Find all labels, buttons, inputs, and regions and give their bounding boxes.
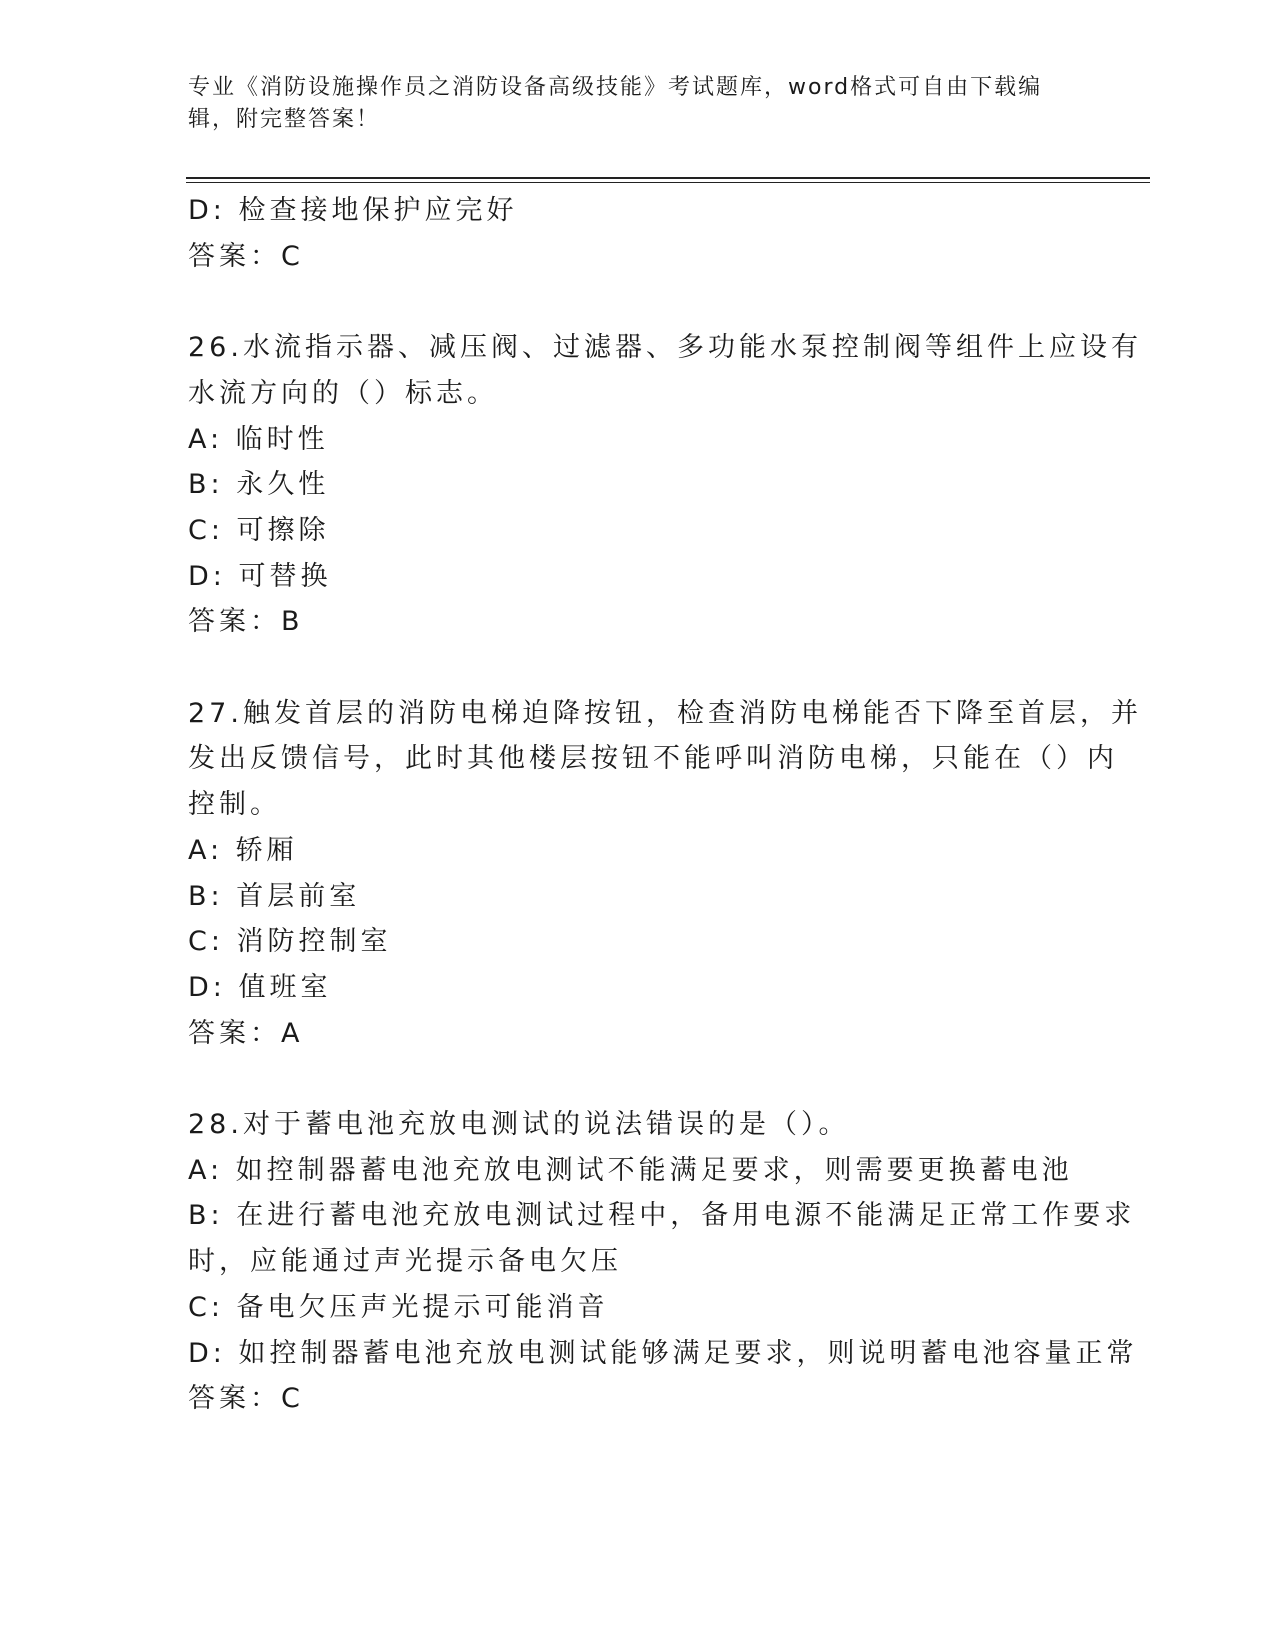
option-a: A: 如控制器蓄电池充放电测试不能满足要求，则需要更换蓄电池 bbox=[188, 1154, 1073, 1186]
option-b: B: 首层前室 bbox=[188, 880, 361, 912]
option-b: B: 在进行蓄电池充放电测试过程中，备用电源不能满足正常工作要求 bbox=[188, 1200, 1136, 1232]
document-header bbox=[188, 72, 1068, 136]
header-line-1: 专业《消防设施操作员之消防设备高级技能》考试题库，word格式可自由下载编 bbox=[188, 75, 1043, 100]
option-c: C: 备电欠压声光提示可能消音 bbox=[188, 1291, 609, 1323]
question-stem-line: 27.触发首层的消防电梯迫降按钮，检查消防电梯能否下降至首层，并 bbox=[188, 697, 1142, 729]
question-content bbox=[188, 188, 1142, 1422]
answer: 答案：B bbox=[188, 606, 304, 638]
spacer bbox=[188, 279, 1088, 325]
question-26 bbox=[188, 325, 1142, 645]
header-divider-thick bbox=[186, 177, 1150, 179]
option-a: A: 临时性 bbox=[188, 423, 329, 455]
option-b: B: 永久性 bbox=[188, 469, 330, 501]
header-line-2: 辑，附完整答案！ bbox=[188, 107, 381, 132]
spacer bbox=[188, 645, 1088, 691]
option-b-continued: 时，应能通过声光提示备电欠压 bbox=[188, 1246, 622, 1278]
question-stem-line: 26.水流指示器、减压阀、过滤器、多功能水泵控制阀等组件上应设有 bbox=[188, 332, 1142, 364]
question-stem-line: 水流方向的（）标志。 bbox=[188, 377, 498, 409]
option-c: C: 消防控制室 bbox=[188, 926, 392, 958]
answer: 答案：A bbox=[188, 1017, 304, 1049]
question-stem-line: 控制。 bbox=[188, 789, 281, 821]
question-stem-line: 28.对于蓄电池充放电测试的说法错误的是（）。 bbox=[188, 1109, 850, 1141]
question-28 bbox=[188, 1102, 1138, 1422]
prev-option-d: D: 检查接地保护应完好 bbox=[188, 195, 518, 226]
option-d: D: 可替换 bbox=[188, 560, 332, 592]
option-a: A: 轿厢 bbox=[188, 834, 298, 866]
header-divider-thin bbox=[186, 182, 1150, 183]
question-27 bbox=[188, 691, 1142, 1057]
option-c: C: 可擦除 bbox=[188, 514, 330, 546]
answer: 答案：C bbox=[188, 1383, 304, 1415]
spacer bbox=[188, 1056, 1088, 1102]
option-d: D: 如控制器蓄电池充放电测试能够满足要求，则说明蓄电池容量正常 bbox=[188, 1337, 1138, 1369]
prev-answer: 答案：C bbox=[188, 240, 304, 272]
question-stem-line: 发出反馈信号，此时其他楼层按钮不能呼叫消防电梯，只能在（）内 bbox=[188, 743, 1118, 775]
option-d: D: 值班室 bbox=[188, 971, 332, 1003]
